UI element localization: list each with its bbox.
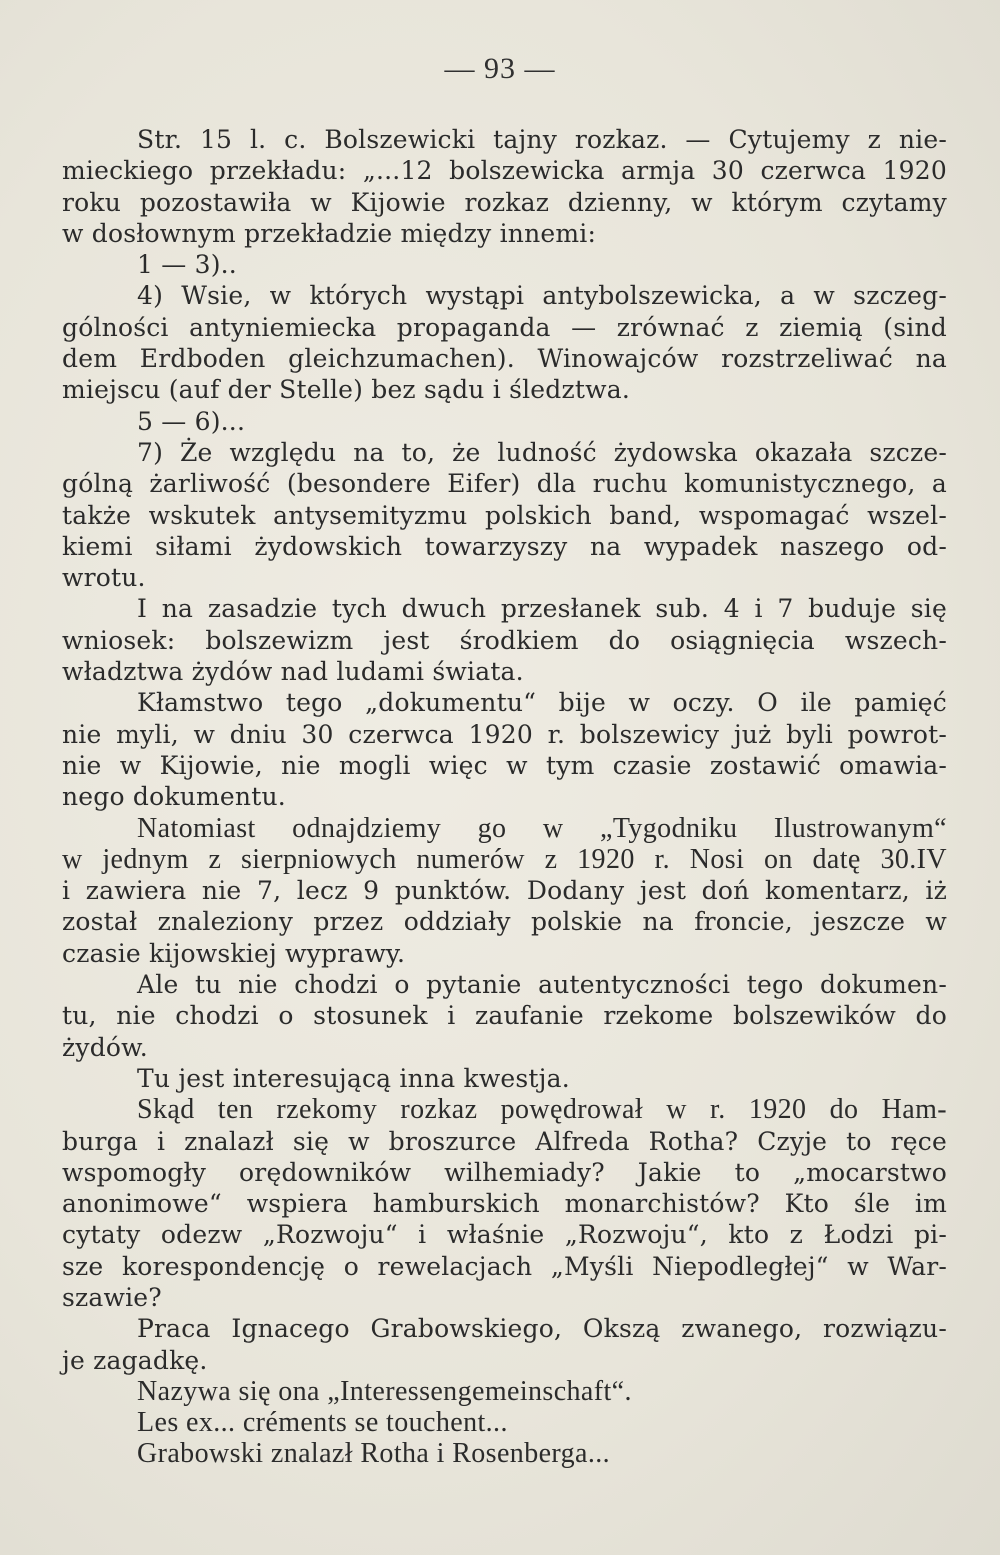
text-line: Kłamstwo tego „dokumentu“ bije w oczy. O ile pamięć xyxy=(137,688,947,718)
text-line: roku pozostawiła w Kijowie rozkaz dzienny, w którym czytamy xyxy=(62,187,947,217)
text-line: 1 — 3).. xyxy=(137,250,237,280)
paragraph-p1 xyxy=(62,124,947,249)
text-line: Grabowski znalazł Rotha i Rosenberga... xyxy=(137,1438,611,1470)
text-line: nie w Kijowie, nie mogli więc w tym czasie zostawić omawia- xyxy=(62,750,947,780)
text-line: Nazywa się ona „Interessengemeinschaft“. xyxy=(137,1375,632,1407)
text-line: w jednym z sierpniowych numerów z 1920 r. Nosi on datę 30.IV xyxy=(62,843,947,875)
text-line: dem Erdboden gleichzumachen). Winowajców rozstrzeliwać na xyxy=(62,344,947,374)
text-line: Skąd ten rzekomy rozkaz powędrował w r. 1920 do Ham- xyxy=(137,1094,947,1126)
text-line: 4) Wsie, w których wystąpi antybolszewicka, a w szczeg- xyxy=(137,281,947,311)
text-line: gólności antyniemiecka propaganda — zrównać z ziemią (sind xyxy=(62,312,947,342)
text-line: także wskutek antysemityzmu polskich band, wspomagać wszel- xyxy=(62,500,947,530)
text-line: I na zasadzie tych dwuch przesłanek sub. 4 i 7 buduje się xyxy=(137,594,947,624)
text-line: mieckiego przekładu: „...12 bolszewicka armja 30 czerwca 1920 xyxy=(62,156,947,186)
text-line: wrotu. xyxy=(62,563,146,593)
paragraph-p9 xyxy=(62,969,947,1063)
text-line: władztwa żydów nad ludami świata. xyxy=(62,657,524,687)
text-line: nie myli, w dniu 30 czerwca 1920 r. bolszewicy już byli powrot- xyxy=(62,719,947,749)
text-line: burga i znalazł się w broszurce Alfreda Rotha? Czyje to ręce xyxy=(62,1126,947,1156)
text-line: i zawiera nie 7, lecz 9 punktów. Dodany jest doń komentarz, iż xyxy=(62,876,947,906)
text-line: Str. 15 l. c. Bolszewicki tajny rozkaz. — Cytujemy z nie- xyxy=(137,125,947,154)
paragraph-p7 xyxy=(62,687,947,812)
paragraph-p2 xyxy=(62,249,947,280)
text-line: anonimowe“ wspiera hamburskich monarchistów? Kto śle im xyxy=(62,1189,947,1219)
paragraph-p10 xyxy=(62,1063,947,1094)
text-line: nego dokumentu. xyxy=(62,782,286,812)
text-line: tu, nie chodzi o stosunek i zaufanie rzekome bolszewików do xyxy=(62,1001,947,1031)
paragraph-p3 xyxy=(62,280,947,405)
paragraph-p11 xyxy=(62,1094,947,1313)
text-line: 5 — 6)... xyxy=(137,406,246,436)
text-line: kiemi siłami żydowskich towarzyszy na wypadek naszego od- xyxy=(62,531,947,561)
text-line: miejscu (auf der Stelle) bez sądu i śledztwa. xyxy=(62,375,630,405)
paragraph-p8 xyxy=(62,813,947,969)
paragraph-p12 xyxy=(62,1313,947,1376)
text-line: cytaty odezw „Rozwoju“ i właśnie „Rozwoju“, kto z Łodzi pi- xyxy=(62,1220,947,1250)
paragraph-p4 xyxy=(62,406,947,437)
text-line: Tu jest interesującą inna kwestja. xyxy=(137,1063,570,1093)
text-line: został znaleziony przez oddziały polskie na froncie, jeszcze w xyxy=(62,907,947,937)
text-line: wspomogły orędowników wilhemiady? Jakie to „mocarstwo xyxy=(62,1157,947,1187)
text-line: 7) Że względu na to, że ludność żydowska okazała szcze- xyxy=(137,437,947,467)
text-line: Les ex... créments se touchent... xyxy=(137,1407,508,1439)
text-line: sze korespondencję o rewelacjach „Myśli Niepodległej“ w War- xyxy=(62,1251,947,1281)
text-line: Natomiast odnajdziemy go w „Tygodniku Ilustrowanym“ xyxy=(137,812,947,844)
text-line: wniosek: bolszewizm jest środkiem do osiągnięcia wszech- xyxy=(62,625,947,655)
text-line: w dosłownym przekładzie między innemi: xyxy=(62,218,597,248)
text-line: Ale tu nie chodzi o pytanie autentyczności tego dokumen- xyxy=(137,970,947,1000)
paragraph-p13 xyxy=(62,1376,947,1470)
text-line: żydów. xyxy=(62,1032,148,1062)
text-line: szawie? xyxy=(62,1282,162,1312)
text-line: czasie kijowskiej wyprawy. xyxy=(62,938,406,968)
text-line: je zagadkę. xyxy=(62,1345,208,1375)
paragraph-p5 xyxy=(62,437,947,593)
text-line: gólną żarliwość (besondere Eifer) dla ruchu komunistycznego, a xyxy=(62,469,947,499)
body-text xyxy=(62,124,947,1470)
text-line: Praca Ignacego Grabowskiego, Okszą zwanego, rozwiązu- xyxy=(137,1314,947,1344)
page-number: — 93 — xyxy=(444,52,556,85)
paragraph-p6 xyxy=(62,593,947,687)
